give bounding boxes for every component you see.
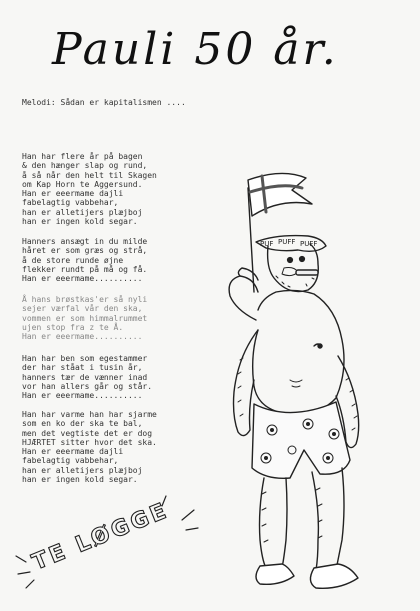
speech-text-1: PUF (260, 240, 274, 248)
stanza-line: Han er eeermame.......... (22, 274, 143, 284)
stanza-line: Han har flere år på bagen (22, 152, 143, 161)
left-shoe (256, 564, 294, 584)
stanza-line: Han er eeermame.......... (22, 332, 143, 342)
stanza-line: vor han allers går og står. (22, 381, 153, 391)
speech-text-3: PUFF (300, 240, 318, 248)
stanza-line: men det vegtiste det er dog (22, 428, 153, 438)
boxer-shorts (252, 402, 350, 478)
flag (248, 173, 312, 216)
stanza-line: sejer værfal vår den ska, (22, 304, 143, 314)
stanza-line: håret er som græs og strå, (22, 246, 148, 256)
stanza-line: vommen er som himmalrummet (22, 313, 148, 323)
stanza-line: om Kap Horn te Aggersund. (22, 179, 143, 189)
page-title: Pauli 50 år. (52, 24, 339, 75)
stanza-line: å de store runde øjne (22, 255, 124, 265)
stanza-line: hanners tær de vænner inad (22, 372, 148, 382)
stanza-line: ujen stop fra z te Å. (22, 322, 124, 332)
stanza-line: der har ståat i tusin år, (22, 363, 143, 373)
signature-doodle (12, 492, 202, 592)
stanza-line: HJÆRTET sitter hvor det ska. (22, 437, 157, 447)
stanza-line: flekker rundt på må og få. (22, 264, 148, 274)
melody-line: Melodi: Sådan er kapitalismen .... (22, 98, 186, 107)
right-shoe (310, 564, 358, 588)
stanza-line: som en ko der ska te bal, (22, 419, 143, 429)
stanza-line: Han har varme han har sjarme (22, 410, 157, 419)
stanza-line: fabelagtig vabbehar, (22, 456, 119, 466)
stanza-line: Han er eeermame.......... (22, 391, 143, 401)
stanza-line: & den hænger slap og rund, (22, 161, 148, 171)
stanza-line: fabelagtig vabbehar, (22, 198, 119, 208)
stanza-line: han er alletijers plæjboj (22, 207, 143, 217)
stanza-line: å så når den helt til Skagen (22, 170, 157, 180)
stanza-line: Hanners ansægt in du milde (22, 237, 148, 246)
left-leg (260, 478, 267, 568)
stanza-line: Å hans brøstkas'er så nyli (22, 295, 148, 304)
stanza-line: Han har ben som egestammer (22, 354, 148, 363)
cigar (296, 270, 318, 275)
torso (253, 290, 344, 414)
signature-text: TE LØGGE (28, 498, 173, 576)
stanza-line: han er alletijers plæjboj (22, 465, 143, 475)
right-leg (312, 472, 318, 570)
stanza-line: han er ingen kold segar. (22, 475, 138, 485)
cartoon-man-illustration (196, 160, 411, 600)
speech-text-2: PUFF (278, 238, 296, 246)
left-arm (229, 276, 258, 320)
stanza-line: han er ingen kold segar. (22, 217, 138, 227)
stanza-line: Han er eeermame dajli (22, 447, 124, 457)
stanza-line: Han er eeermame dajli (22, 189, 124, 199)
